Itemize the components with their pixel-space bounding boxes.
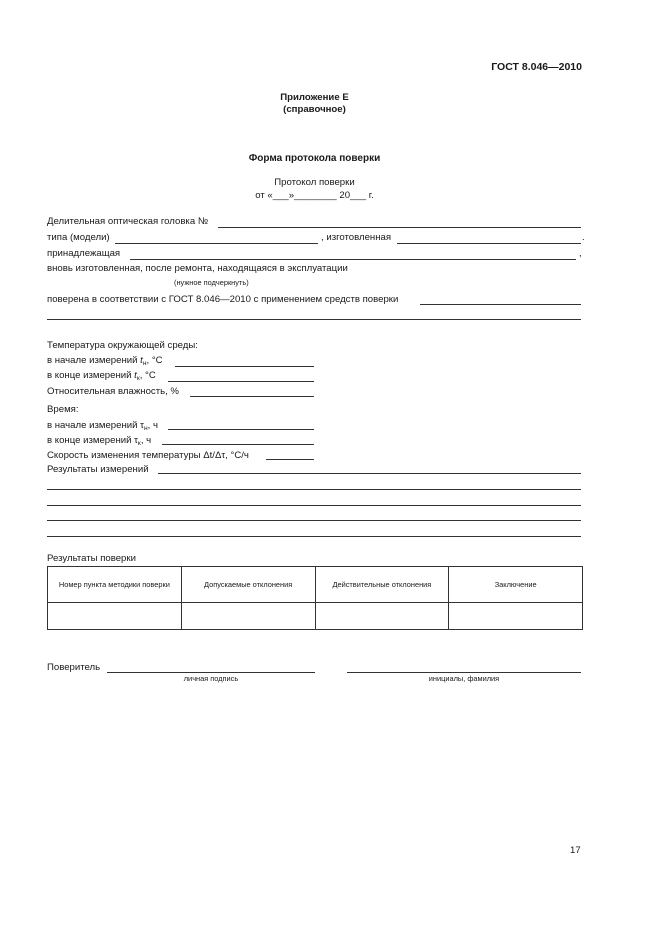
temp-start-line[interactable] [175, 366, 314, 367]
line-end-comma: , [579, 248, 582, 259]
temp-rate-line[interactable] [266, 459, 314, 460]
manufactured-line[interactable] [397, 243, 581, 244]
column-header: Номер пункта методики поверки [48, 567, 182, 603]
name-line[interactable] [347, 672, 581, 673]
line-end-period: . [582, 232, 585, 243]
results-line-1[interactable] [158, 473, 581, 474]
signature-caption: личная подпись [183, 674, 239, 683]
table-cell[interactable] [315, 603, 449, 630]
type-model-line[interactable] [115, 243, 318, 244]
time-start-line[interactable] [168, 429, 314, 430]
table-cell[interactable] [48, 603, 182, 630]
protocol-date-line: от «___»________ 20___ г. [255, 190, 374, 201]
name-caption: инициалы, фамилия [428, 674, 500, 683]
label-temp-end: в конце измерений $t_к$, °С [47, 370, 156, 382]
belonging-line[interactable] [130, 259, 576, 260]
label-verifier: Поверитель [47, 662, 101, 673]
column-header: Действительные отклонения [315, 567, 449, 603]
label-type-model: типа (модели) [47, 232, 110, 243]
label-humidity: Относительная влажность, % [47, 386, 179, 397]
label-measurement-results: Результаты измерений [47, 464, 149, 475]
label-manufactured: , изготовленная [321, 232, 392, 243]
results-line-3[interactable] [47, 505, 581, 506]
protocol-title: Протокол поверки [274, 177, 355, 188]
appendix-subtitle: (справочное) [283, 104, 346, 115]
signature-line[interactable] [107, 672, 315, 673]
humidity-line[interactable] [190, 396, 314, 397]
label-temperature-heading: Температура окружающей среды: [47, 340, 198, 351]
verification-means-line[interactable] [420, 304, 581, 305]
document-code: ГОСТ 8.046—2010 [491, 61, 582, 73]
table-cell[interactable] [181, 603, 315, 630]
label-time-end: в конце измерений $\tau_к$, ч [47, 435, 152, 447]
label-time-heading: Время: [47, 404, 79, 415]
time-end-line[interactable] [162, 444, 314, 445]
table-cell[interactable] [449, 603, 583, 630]
results-line-4[interactable] [47, 520, 581, 521]
label-temp-start: в начале измерений $t_н$, °С [47, 355, 163, 367]
label-verified: поверена в соответствии с ГОСТ 8.046—2010 с применением средств поверки [47, 294, 399, 305]
temp-end-line[interactable] [168, 381, 314, 382]
table-row [48, 603, 583, 630]
verification-results-table [47, 566, 583, 630]
label-state: вновь изготовленная, после ремонта, находящаяся в эксплуатации [47, 263, 348, 274]
state-hint: (нужное подчеркнуть) [174, 278, 249, 287]
verification-means-line-2[interactable] [47, 319, 581, 320]
form-title: Форма протокола поверки [248, 153, 381, 164]
page-number: 17 [570, 845, 581, 856]
column-header: Заключение [449, 567, 583, 603]
label-belonging: принадлежащая [47, 248, 121, 259]
head-number-line[interactable] [218, 227, 581, 228]
results-line-2[interactable] [47, 489, 581, 490]
results-line-5[interactable] [47, 536, 581, 537]
label-head-number: Делительная оптическая головка № [47, 216, 209, 227]
label-time-start: в начале измерений $\tau_н$, ч [47, 420, 158, 432]
appendix-title: Приложение Е [280, 92, 349, 103]
label-verification-results: Результаты поверки [47, 553, 136, 564]
table-header-row [48, 567, 583, 603]
column-header: Допускаемые отклонения [181, 567, 315, 603]
label-temp-rate: Скорость изменения температуры Δt/Δτ, °С/ч [47, 450, 249, 461]
